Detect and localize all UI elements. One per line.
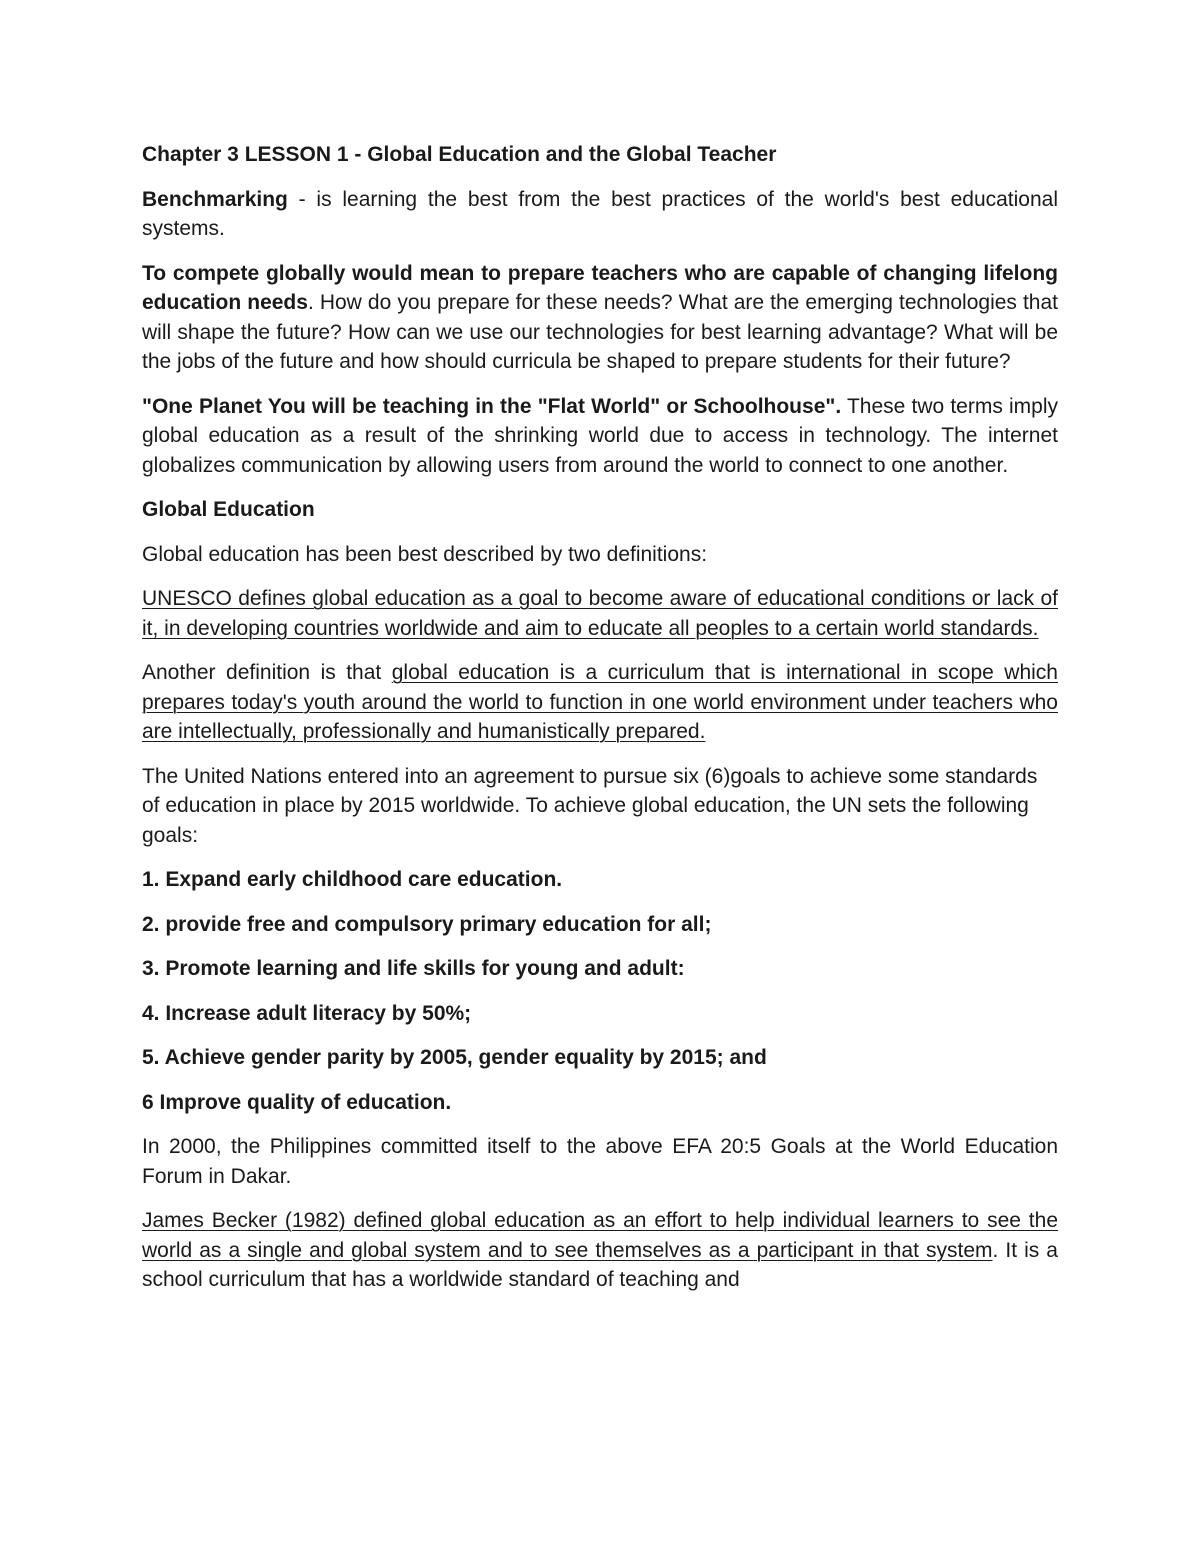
benchmarking-term: Benchmarking (142, 187, 288, 211)
goal-item: 3. Promote learning and life skills for young and adult: (142, 957, 685, 980)
becker-underlined: James Becker (1982) defined global education as an effort to help individual learners to see the world as a single and global system and to see themselves as a participant in that system (142, 1209, 1058, 1262)
benchmarking-definition: - is learning the best from the best practices of the world's best educational systems. (142, 187, 1058, 240)
one-planet-paragraph (142, 392, 1058, 481)
goal-item: 5. Achieve gender parity by 2005, gender equality by 2015; and (142, 1046, 767, 1069)
another-definition-underlined: global education is a curriculum that is international in scope which prepares today's youth around the world to function in one world environment under teachers who are intellectually, professionally and humanistically prepared. (142, 661, 1058, 743)
global-education-heading: Global Education (142, 498, 315, 521)
compete-bold: To compete globally would mean to prepare teachers who are capable of changing lifelong education needs (142, 261, 1058, 314)
un-agreement-paragraph: The United Nations entered into an agreement to pursue six (6)goals to achieve some standards of education in place by 2015 worldwide. To achieve global education, the UN sets the following goals: (142, 764, 1038, 847)
unesco-definition (142, 584, 1058, 643)
becker-text: . It is a school curriculum that has a worldwide standard of teaching and (142, 1238, 1058, 1291)
another-definition-paragraph (142, 658, 1058, 747)
becker-paragraph (142, 1206, 1058, 1295)
two-definitions-text: Global education has been best described by two definitions: (142, 542, 708, 566)
goal-item: 2. provide free and compulsory primary education for all; (142, 912, 712, 936)
goal-item: 6 Improve quality of education. (142, 1090, 452, 1114)
one-planet-bold: "One Planet You will be teaching in the "Flat World" or Schoolhouse". (142, 394, 842, 418)
compete-paragraph (142, 259, 1058, 377)
another-definition-lead: Another definition is that (142, 661, 392, 684)
benchmarking-paragraph (142, 185, 1058, 244)
compete-text: . How do you prepare for these needs? What are the emerging technologies that will shape the future? How can we use our technologies for best learning advantage? What will be the jobs of the future and how should curricula be shaped to prepare students for their future? (142, 291, 1059, 373)
document-page (142, 140, 1058, 1310)
philippines-paragraph: In 2000, the Philippines committed itself to the above EFA 20:5 Goals at the World Education Forum in Dakar. (142, 1135, 1058, 1188)
one-planet-text: These two terms imply global education as a result of the shrinking world due to access in technology. The internet globalizes communication by allowing users from around the world to connect to one another. (142, 394, 1058, 477)
page-title: Chapter 3 LESSON 1 - Global Education and the Global Teacher (142, 143, 777, 166)
goal-item: 1. Expand early childhood care education. (142, 868, 563, 891)
goal-item: 4. Increase adult literacy by 50%; (142, 1001, 472, 1025)
unesco-definition-text: UNESCO defines global education as a goal to become aware of educational conditions or lack of it, in developing countries worldwide and aim to educate all peoples to a certain world standards. (142, 587, 1058, 640)
